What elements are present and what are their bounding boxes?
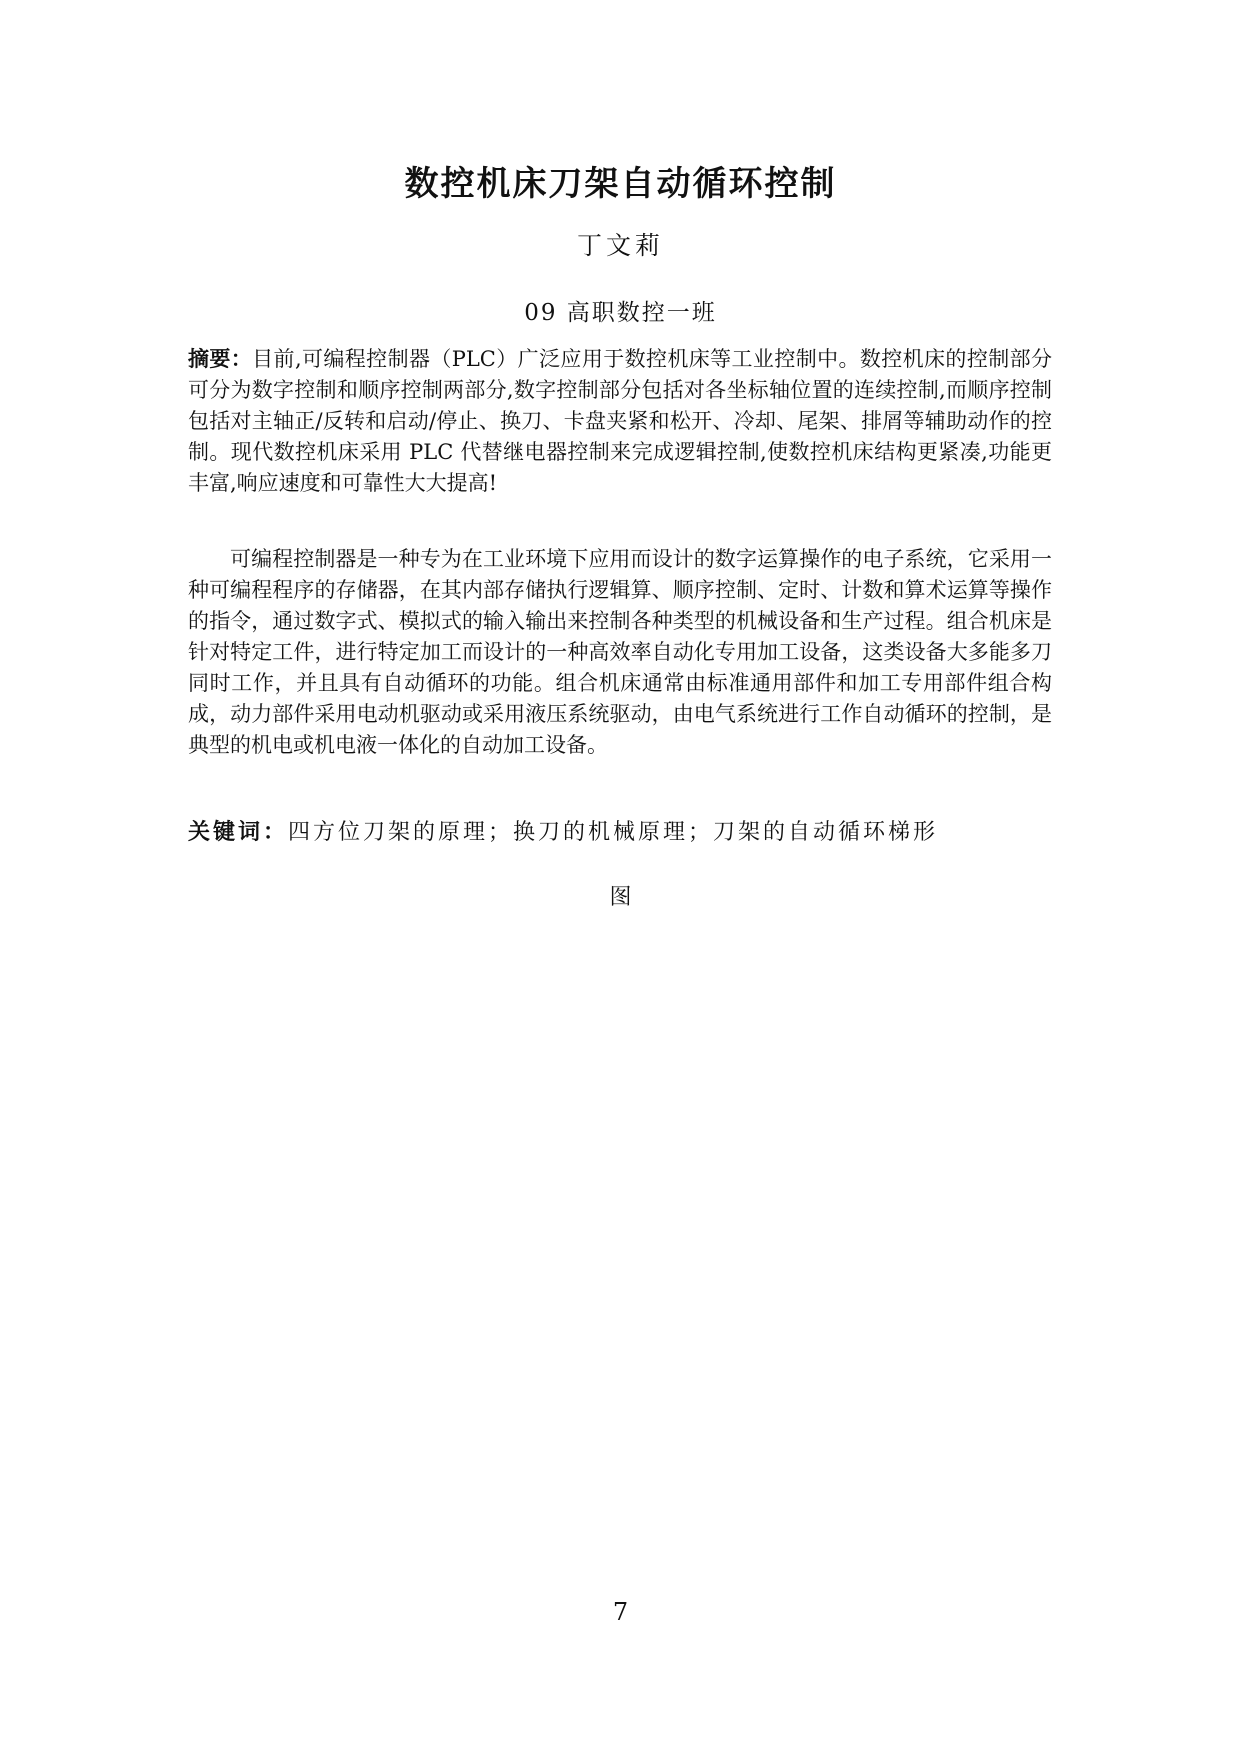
keywords-label: 关键词：	[188, 820, 289, 845]
author-affiliation: 09 高职数控一班	[524, 300, 717, 326]
body-paragraph: 可编程控制器是一种专为在工业环境下应用而设计的数字运算操作的电子系统，它采用一种可编程程序的存储器，在其内部存储执行逻辑算、顺序控制、定时、计数和算术运算等操作的指令，通过数字式、模拟式的输入输出来控制各种类型的机械设备和生产过程。组合机床是针对特定工件，进行特定加工而设计的一种高效率自动化专用加工设备，这类设备大多能多刀同时工作，并且具有自动循环的功能。组合机床通常由标准通用部件和加工专用部件组合构成，动力部件采用电动机驱动或采用液压系统驱动，由电气系统进行工作自动循环的控制，是典型的机电或机电液一体化的自动加工设备。	[188, 547, 1052, 757]
paper-title: 数控机床刀架自动循环控制	[404, 164, 837, 204]
author-name: 丁文莉	[576, 231, 664, 260]
abstract-paragraph	[188, 344, 1052, 499]
keywords-text: 四方位刀架的原理；换刀的机械原理；刀架的自动循环梯形	[288, 820, 939, 845]
keywords-continuation: 图	[609, 885, 632, 910]
page-number: 7	[612, 1598, 629, 1626]
keywords-line	[188, 818, 1052, 848]
abstract-text: 目前,可编程控制器（PLC）广泛应用于数控机床等工业控制中。数控机床的控制部分可分为数字控制和顺序控制两部分,数字控制部分包括对各坐标轴位置的连续控制,而顺序控制包括对主轴正/反转和启动/停止、换刀、卡盘夹紧和松开、冷却、尾架、排屑等辅助动作的控制。现代数控机床采用 PLC 代替继电器控制来完成逻辑控制,使数控机床结构更紧凑,功能更丰富,响应速度和可靠性大大提高!	[188, 347, 1052, 495]
abstract-label: 摘要：	[188, 347, 253, 371]
